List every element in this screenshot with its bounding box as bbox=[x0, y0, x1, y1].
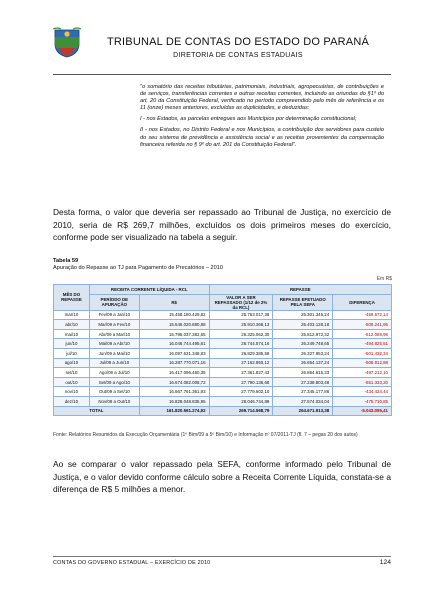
cell-diferenca: -497.212,10 bbox=[333, 368, 392, 378]
cell-periodo: Fev/09 a Jan/10 bbox=[89, 310, 139, 320]
table-row bbox=[54, 339, 392, 349]
table-row bbox=[54, 387, 392, 397]
body-paragraph: Desta forma, o valor que deveria ser repassado ao Tribunal de Justiça, no exercício de 2010, seria de R$ 269,7 milhões, excluídos os dois primeiros meses do exercício, conforme pode ser visualizado na tabela a seguir. bbox=[53, 207, 391, 243]
table-row bbox=[54, 377, 392, 387]
repasse-table bbox=[53, 284, 392, 416]
cell-mes: mar/10 bbox=[54, 310, 90, 320]
total-valor: 269.714.568,79 bbox=[209, 406, 273, 416]
cell-valor: 25.910.368,13 bbox=[209, 320, 273, 330]
cell-valor: 27.779.602,10 bbox=[209, 387, 273, 397]
cell-periodo: Jul/09 a Jun/10 bbox=[89, 358, 139, 368]
quote-paragraph: "o somatório das receitas tributárias, patrimoniais, industriais, agropecuárias, de contribuições e de serviços, transferências correntes e outras receitas correntes, incluindo as oriundas do §1º do art. 20 da Constituição Federal, verificado no período compreendido pelo mês de referência e os 11 (onze) meses anteriores, excluídas as duplicidades, e deduzidas: bbox=[140, 84, 384, 112]
cell-valor: 25.763.017,38 bbox=[209, 310, 273, 320]
parana-coat-of-arms-icon bbox=[53, 26, 81, 58]
legal-quote bbox=[140, 84, 384, 153]
col-header-diferenca: DIFERENÇA bbox=[333, 294, 392, 310]
cell-efetuado: 27.574.034,04 bbox=[273, 396, 333, 406]
col-group-repasse: REPASSE bbox=[209, 285, 391, 295]
cell-periodo: Set/09 a Ago/10 bbox=[89, 377, 139, 387]
col-header-periodo: PERÍODO DE APURAÇÃO bbox=[89, 294, 139, 310]
cell-periodo: Nov/09 a Out/10 bbox=[89, 396, 139, 406]
cell-diferenca: -475.710,85 bbox=[333, 396, 392, 406]
col-header-mes: MÊS DO REPASSE bbox=[54, 285, 90, 311]
body-paragraph: Ao se comparar o valor repassado pela SEFA, conforme informado pelo Tribunal de Justiça, e o valor devido conforme cálculo sobre a Receita Corrente Líquida, constata-se a diferença de R$ 5 milhões a menor. bbox=[53, 459, 391, 495]
page-number: 124 bbox=[379, 559, 391, 566]
footer-divider bbox=[53, 556, 391, 557]
cell-valor: 27.162.950,12 bbox=[209, 358, 273, 368]
cell-rcl: 16.828.048.835,95 bbox=[139, 396, 209, 406]
table-unit: Em R$ bbox=[376, 276, 392, 282]
cell-valor: 26.744.574,16 bbox=[209, 339, 273, 349]
cell-efetuado: 25.812.972,32 bbox=[273, 329, 333, 339]
total-diferenca: -5.043.055,41 bbox=[333, 406, 392, 416]
table-caption: Tabela 59 bbox=[53, 258, 79, 264]
cell-rcl: 15.546.020.880,88 bbox=[139, 320, 209, 330]
table-row bbox=[54, 310, 392, 320]
cell-periodo: Jun/09 a Mai/10 bbox=[89, 348, 139, 358]
institution-title: TRIBUNAL DE CONTAS DO ESTADO DO PARANÁ bbox=[106, 36, 370, 48]
table-source-note: Fonte: Relatórios Resumidos da Execução Orçamentária (1º Bim/09 a 5º Bim/10) e Informação nº 07/2011-TJ (fl. 7 – pegas 20 dos autos) bbox=[53, 432, 358, 438]
cell-efetuado: 25.301.345,24 bbox=[273, 310, 333, 320]
cell-mes: set/10 bbox=[54, 368, 90, 378]
cell-diferenca: -459.672,14 bbox=[333, 310, 392, 320]
cell-mes: jun/10 bbox=[54, 339, 90, 349]
cell-efetuado: 25.403.128,18 bbox=[273, 320, 333, 330]
cell-periodo: Mai/09 a Abr/10 bbox=[89, 339, 139, 349]
cell-mes: out/10 bbox=[54, 377, 90, 387]
total-label: TOTAL bbox=[54, 406, 140, 416]
cell-mes: mai/10 bbox=[54, 329, 90, 339]
cell-periodo: Ago/09 a Jul/10 bbox=[89, 368, 139, 378]
cell-diferenca: -508.812,88 bbox=[333, 358, 392, 368]
cell-mes: ago/10 bbox=[54, 358, 90, 368]
cell-diferenca: -494.825,51 bbox=[333, 339, 392, 349]
table-row bbox=[54, 368, 392, 378]
table-title: Apuração do Repasse ao TJ para Pagamento de Precatórios – 2010 bbox=[53, 265, 223, 271]
cell-rcl: 16.287.770.071,16 bbox=[139, 358, 209, 368]
cell-rcl: 16.667.761.361,93 bbox=[139, 387, 209, 397]
cell-diferenca: -434.424,44 bbox=[333, 387, 392, 397]
total-rcl: 161.820.561.274,92 bbox=[139, 406, 209, 416]
cell-diferenca: -512.089,98 bbox=[333, 329, 392, 339]
cell-periodo: Mar/09 a Fev/10 bbox=[89, 320, 139, 330]
cell-mes: dez/10 bbox=[54, 396, 90, 406]
cell-diferenca: -551.333,20 bbox=[333, 377, 392, 387]
cell-valor: 27.790.136,68 bbox=[209, 377, 273, 387]
table-total-row bbox=[54, 406, 392, 416]
cell-efetuado: 27.345.177,86 bbox=[273, 387, 333, 397]
cell-rcl: 16.417.096.460,35 bbox=[139, 368, 209, 378]
table-row bbox=[54, 396, 392, 406]
cell-valor: 26.829.385,58 bbox=[209, 348, 273, 358]
cell-rcl: 16.674.082.008,72 bbox=[139, 377, 209, 387]
col-group-rcl: RECEITA CORRENTE LÍQUIDA - RCL bbox=[89, 285, 209, 295]
cell-efetuado: 27.238.803,48 bbox=[273, 377, 333, 387]
cell-rcl: 15.458.180.429,82 bbox=[139, 310, 209, 320]
cell-rcl: 16.046.744.495,61 bbox=[139, 339, 209, 349]
cell-efetuado: 26.249.748,65 bbox=[273, 339, 333, 349]
cell-valor: 26.325.062,30 bbox=[209, 329, 273, 339]
cell-rcl: 15.795.037.382,65 bbox=[139, 329, 209, 339]
cell-rcl: 16.097.631.348,83 bbox=[139, 348, 209, 358]
cell-mes: nov/10 bbox=[54, 387, 90, 397]
cell-diferenca: -501.432,34 bbox=[333, 348, 392, 358]
quote-paragraph: II - nos Estados, no Distrito Federal e nos Municípios, a contribuição dos servidores para custeio do seu sistema de previdência e assistência social e as receitas provenientes da compensação financeira referida no § 9º do art. 201 da Constituição Federal". bbox=[140, 127, 384, 148]
total-efetuado: 264.671.913,38 bbox=[273, 406, 333, 416]
cell-efetuado: 26.327.953,24 bbox=[273, 348, 333, 358]
cell-diferenca: -509.241,95 bbox=[333, 320, 392, 330]
table-row bbox=[54, 348, 392, 358]
cell-periodo: Abr/09 a Mar/10 bbox=[89, 329, 139, 339]
department-subtitle: DIRETORIA DE CONTAS ESTADUAIS bbox=[173, 52, 303, 59]
col-header-efetuado: REPASSE EFETUADO PELA SEFA bbox=[273, 294, 333, 310]
footer-text: CONTAS DO GOVERNO ESTADUAL – EXERCÍCIO DE 2010 bbox=[53, 560, 211, 566]
cell-efetuado: 26.864.615,33 bbox=[273, 368, 333, 378]
col-header-rs: R$ bbox=[139, 294, 209, 310]
cell-mes: jul/10 bbox=[54, 348, 90, 358]
cell-efetuado: 26.654.137,24 bbox=[273, 358, 333, 368]
table-row bbox=[54, 329, 392, 339]
table-row bbox=[54, 358, 392, 368]
cell-mes: abr/10 bbox=[54, 320, 90, 330]
table-row bbox=[54, 320, 392, 330]
header-divider bbox=[53, 74, 391, 75]
cell-valor: 27.361.827,43 bbox=[209, 368, 273, 378]
quote-paragraph: I - nos Estados, as parcelas entregues aos Municípios por determinação constitucional; bbox=[140, 116, 357, 123]
cell-valor: 28.046.744,89 bbox=[209, 396, 273, 406]
cell-periodo: Out/09 a Set/10 bbox=[89, 387, 139, 397]
col-header-valor: VALOR A SER REPASSADO (1/12 de 2% da RCL) bbox=[209, 294, 273, 310]
